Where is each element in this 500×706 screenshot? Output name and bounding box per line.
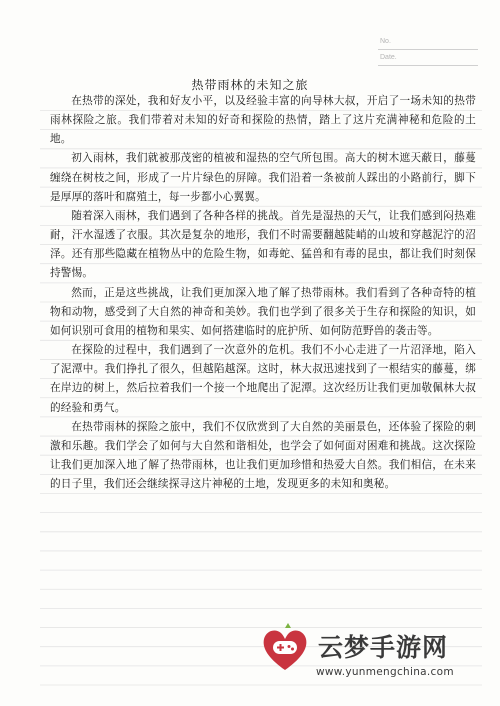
number-field: No. xyxy=(378,34,478,50)
paragraph-3: 随着深入雨林，我们遇到了各种各样的挑战。首先是湿热的天气，让我们感到闷热难耐，汗水湿透了衣服。其次是复杂的地形，我们不时需要翻越陡峭的山坡和穿越泥泞的沼泽。还有那些隐藏在植物丛中的危险生物，如毒蛇、猛兽和有毒的昆虫，都让我们时刻保持警惕。 xyxy=(50,209,476,280)
paragraph-5: 在探险的过程中，我们遇到了一次意外的危机。我们不小心走进了一片沼泽地，陷入了泥潭中。我们挣扎了很久，但越陷越深。这时，林大叔迅速找到了一根结实的藤蔓，绑在岸边的树上，然后拉着我们一个接一个地爬出了泥潭。这次经历让我们更加敬佩林大叔的经验和勇气。 xyxy=(50,344,476,414)
paragraph-4: 然而，正是这些挑战，让我们更加深入地了解了热带雨林。我们看到了各种奇特的植物和动物，感受到了大自然的神奇和美妙。我们也学到了很多关于生存和探险的知识，如如何识别可食用的植物和果实、如何搭建临时的庇护所、如何防范野兽的袭击等。 xyxy=(50,286,476,337)
date-field: Date. xyxy=(378,50,478,66)
watermark-url: www.yunmengchina.com xyxy=(316,666,454,678)
essay-body xyxy=(50,92,476,494)
paragraph-1: 在热带的深处，我和好友小平，以及经验丰富的向导林大叔，开启了一场未知的热带雨林探险之旅。我们带着对未知的好奇和探险的热情，踏上了这片充满神秘和危险的土地。 xyxy=(50,95,476,146)
watermark-site-name: 云梦手游网 xyxy=(318,633,449,662)
page-header xyxy=(378,34,478,66)
essay-title: 热带雨林的未知之旅 xyxy=(191,78,309,92)
paragraph-6: 在热带雨林的探险之旅中，我们不仅欣赏到了大自然的美丽景色，还体验了探险的刺激和乐趣。我们学会了如何与大自然和谐相处，也学会了如何面对困难和挑战。这次探险让我们更加深入地了解了热带雨林，也让我们更加珍惜和热爱大自然。我们相信，在未来的日子里，我们还会继续探寻这片神秘的土地，发现更多的未知和奥秘。 xyxy=(50,420,476,491)
site-watermark xyxy=(252,614,492,704)
paragraph-2: 初入雨林，我们就被那茂密的植被和湿热的空气所包围。高大的树木遮天蔽日，藤蔓缠绕在树枝之间，形成了一片片绿色的屏障。我们沿着一条被前人踩出的小路前行，脚下是厚厚的落叶和腐殖土，每一步都小心翼翼。 xyxy=(50,152,476,203)
game-controller-heart-icon xyxy=(258,622,312,676)
